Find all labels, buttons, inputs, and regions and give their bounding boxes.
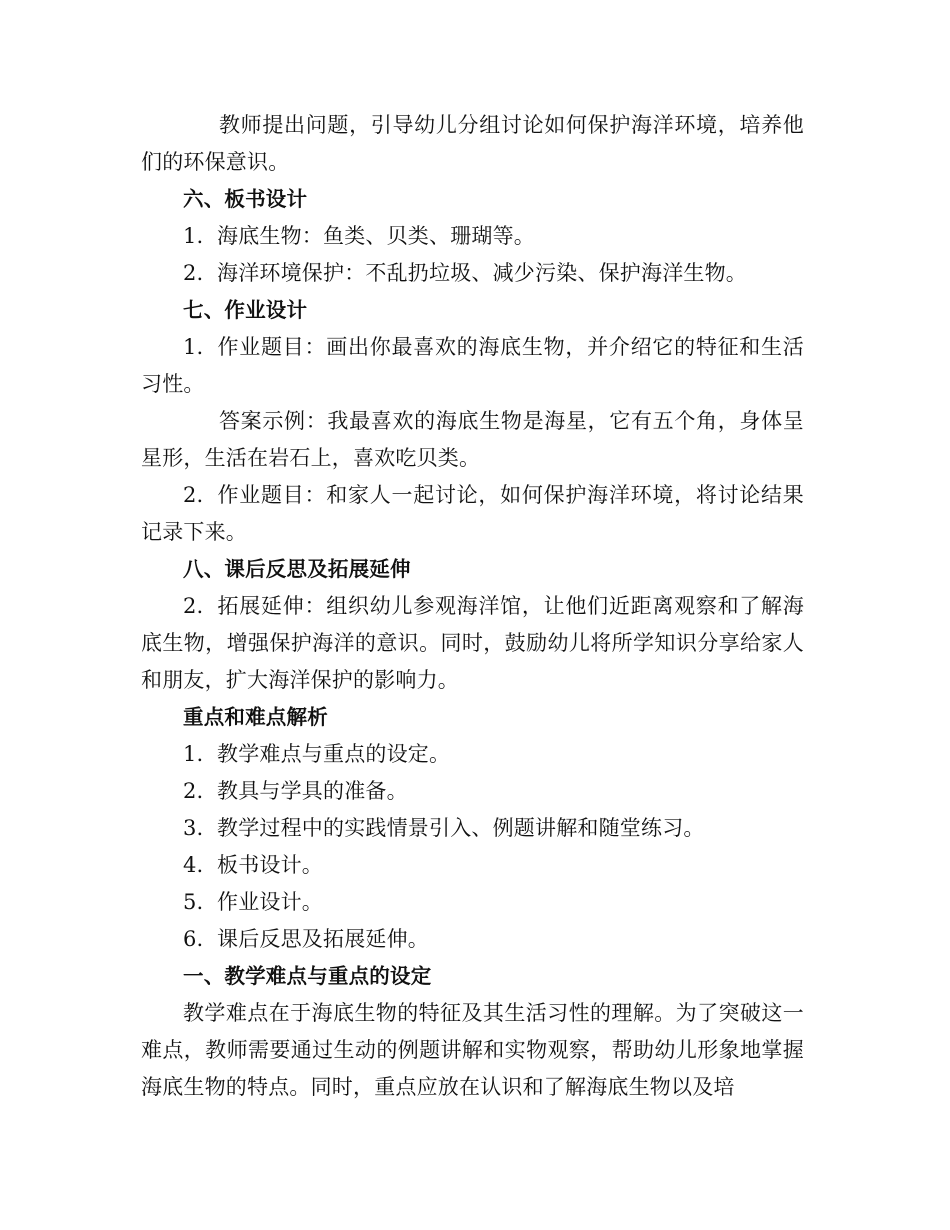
- list-number: 6.: [183, 927, 204, 951]
- list-number: 3.: [183, 816, 204, 840]
- list-number: 1.: [183, 335, 204, 359]
- list-number: 1.: [183, 224, 204, 248]
- list-number: 1.: [183, 742, 204, 766]
- list-item-text: 拓展延伸：组织幼儿参观海洋馆，让他们近距离观察和了解海底生物，增强保护海洋的意识。同时，鼓励幼儿将所学知识分享给家人和朋友，扩大海洋保护的影响力。: [141, 594, 804, 692]
- list-item-text: 海洋环境保护：不乱扔垃圾、减少污染、保护海洋生物。: [217, 261, 747, 285]
- heading-key-points: 重点和难点解析: [183, 705, 328, 729]
- paragraph-difficulty: 教学难点在于海底生物的特征及其生活习性的理解。为了突破这一难点，教师需要通过生动的例题讲解和实物观察，帮助幼儿形象地掌握海底生物的特点。同时，重点应放在认识和了解海底生物以及培: [141, 1001, 804, 1099]
- list-item-text: 作业题目：画出你最喜欢的海底生物，并介绍它的特征和生活习性。: [141, 335, 804, 396]
- document-body: [141, 107, 804, 1106]
- list-item-text: 教具与学具的准备。: [217, 779, 408, 803]
- list-item: [141, 329, 804, 403]
- list-number: 2.: [183, 594, 204, 618]
- paragraph-discussion: 教师提出问题，引导幼儿分组讨论如何保护海洋环境，培养他们的环保意识。: [141, 113, 804, 174]
- list-item-text: 作业题目：和家人一起讨论，如何保护海洋环境，将讨论结果记录下来。: [141, 483, 804, 544]
- list-item-text: 作业设计。: [217, 890, 323, 914]
- paragraph-answer-example: 答案示例：我最喜欢的海底生物是海星，它有五个角，身体呈星形，生活在岩石上，喜欢吃贝类。: [141, 409, 804, 470]
- list-item: [141, 921, 804, 958]
- list-item: [141, 255, 804, 292]
- list-item: [141, 588, 804, 699]
- list-number: 5.: [183, 890, 204, 914]
- heading-homework-design: 七、作业设计: [183, 298, 308, 322]
- heading-difficulty-setting: 一、教学难点与重点的设定: [183, 964, 432, 988]
- list-item-text: 课后反思及拓展延伸。: [217, 927, 429, 951]
- list-item-text: 教学过程中的实践情景引入、例题讲解和随堂练习。: [217, 816, 705, 840]
- list-number: 2.: [183, 483, 204, 507]
- heading-reflection: 八、课后反思及拓展延伸: [183, 557, 411, 581]
- list-number: 4.: [183, 853, 204, 877]
- list-item: [141, 773, 804, 810]
- heading-board-design: 六、板书设计: [183, 187, 308, 211]
- list-item-text: 板书设计。: [217, 853, 323, 877]
- list-item: [141, 477, 804, 551]
- list-item: [141, 736, 804, 773]
- list-number: 2.: [183, 779, 204, 803]
- list-item-text: 教学难点与重点的设定。: [217, 742, 451, 766]
- list-item: [141, 218, 804, 255]
- list-item: [141, 884, 804, 921]
- list-item-text: 海底生物：鱼类、贝类、珊瑚等。: [217, 224, 535, 248]
- list-item: [141, 847, 804, 884]
- list-item: [141, 810, 804, 847]
- list-number: 2.: [183, 261, 204, 285]
